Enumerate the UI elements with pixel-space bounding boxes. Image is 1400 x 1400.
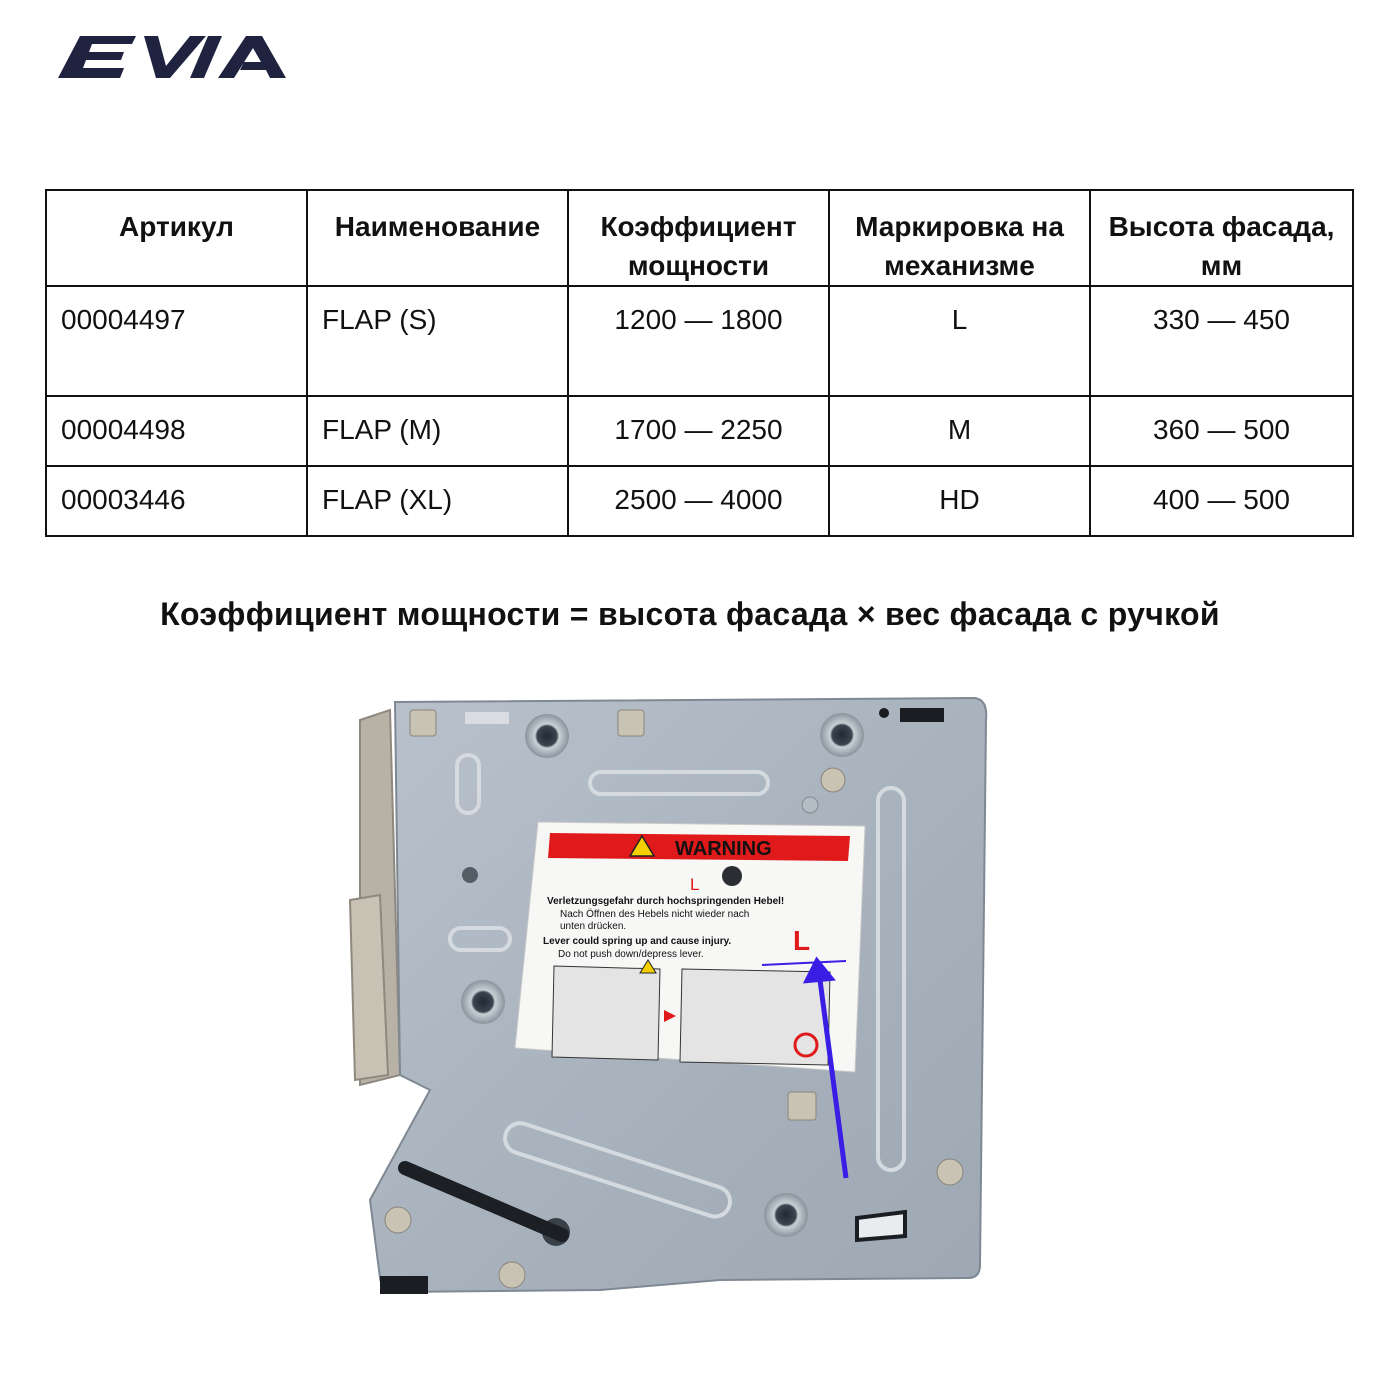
header-marking: Маркировка на механизме — [829, 190, 1090, 286]
cell-height: 360 — 500 — [1090, 396, 1353, 466]
header-article: Артикул — [46, 190, 307, 286]
table-row — [46, 396, 1353, 466]
table-row — [46, 286, 1353, 396]
cell-article: 00004497 — [46, 286, 307, 396]
table-row — [46, 466, 1353, 536]
cell-name: FLAP (M) — [307, 396, 568, 466]
spec-table — [45, 189, 1354, 537]
warning-de-line2: unten drücken. — [560, 921, 627, 932]
lift-mechanism-photo — [300, 680, 1060, 1340]
cell-marking: HD — [829, 466, 1090, 536]
warning-de-title: Verletzungsgefahr durch hochspringenden Hebel! — [547, 896, 785, 907]
cell-height: 400 — 500 — [1090, 466, 1353, 536]
warning-en-line: Do not push down/depress lever. — [558, 949, 704, 960]
header-name: Наименование — [307, 190, 568, 286]
warning-label — [515, 822, 865, 1072]
cell-height: 330 — 450 — [1090, 286, 1353, 396]
cell-power: 1200 — 1800 — [568, 286, 829, 396]
cell-marking: M — [829, 396, 1090, 466]
label-marking: L — [690, 875, 700, 894]
warning-en-title: Lever could spring up and cause injury. — [543, 936, 732, 947]
cell-article: 00003446 — [46, 466, 307, 536]
cell-article: 00004498 — [46, 396, 307, 466]
header-power-factor: Коэффициент мощности — [568, 190, 829, 286]
cell-power: 2500 — 4000 — [568, 466, 829, 536]
power-factor-formula: Коэффициент мощности = высота фасада × вес фасада с ручкой — [160, 596, 1220, 632]
cell-name: FLAP (XL) — [307, 466, 568, 536]
cell-power: 1700 — 2250 — [568, 396, 829, 466]
warning-title: WARNING — [675, 838, 772, 860]
table-header-row — [46, 190, 1353, 286]
cell-marking: L — [829, 286, 1090, 396]
evia-logo — [58, 36, 286, 78]
annotation-mark: L — [793, 925, 811, 956]
cell-name: FLAP (S) — [307, 286, 568, 396]
header-facade-height: Высота фасада, мм — [1090, 190, 1353, 286]
warning-de-line1: Nach Öffnen des Hebels nicht wieder nach — [560, 909, 750, 920]
